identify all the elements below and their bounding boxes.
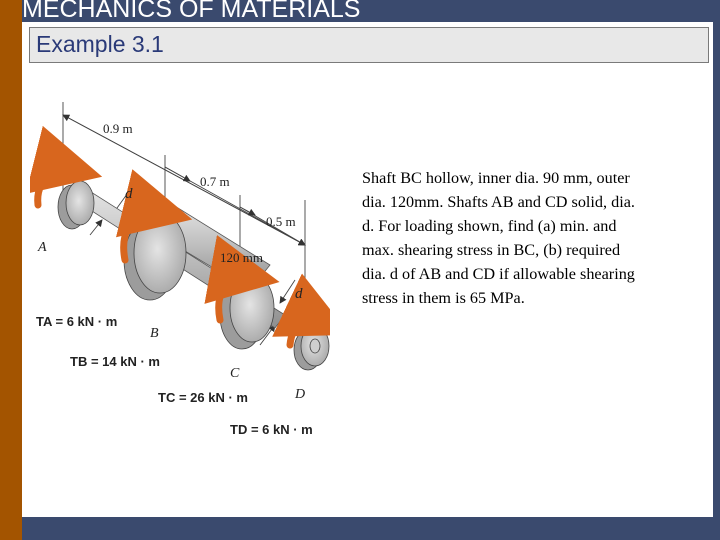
left-accent-bar [0, 0, 22, 540]
example-title-box [29, 27, 709, 63]
problem-line: dia. d of AB and CD if allowable shearing [362, 265, 635, 283]
problem-line: dia. 120mm. Shafts AB and CD solid, dia. [362, 193, 635, 211]
dim-label-0-7m: 0.7 m [200, 174, 230, 189]
label-B: B [150, 326, 159, 341]
dim-label-0-9m: 0.9 m [103, 121, 133, 136]
problem-line: stress in them is 65 MPa. [362, 289, 525, 307]
problem-line: max. shearing stress in BC, (b) required [362, 241, 621, 259]
header-title: MECHANICS OF MATERIALS [22, 0, 361, 23]
dim-label-120mm: 120 mm [220, 250, 263, 265]
disk-D [294, 326, 329, 370]
torque-label-D: TD = 6 kN · m [230, 422, 313, 437]
right-accent-bar [713, 0, 720, 540]
bottom-footer-bar [22, 517, 720, 540]
problem-statement [362, 166, 707, 310]
problem-line: d. For loading shown, find (a) min. and [362, 217, 617, 235]
torque-label-C: TC = 26 kN · m [158, 390, 248, 405]
torque-label-B: TB = 14 kN · m [70, 354, 160, 369]
dim-label-0-5m: 0.5 m [266, 214, 296, 229]
label-D: D [295, 387, 306, 402]
example-title: Example 3.1 [36, 31, 164, 57]
label-d-right: d [295, 286, 303, 302]
label-d-top: d [125, 186, 133, 202]
label-A: A [38, 240, 47, 255]
shaft-diagram [30, 95, 330, 445]
label-C: C [230, 366, 240, 381]
problem-line: Shaft BC hollow, inner dia. 90 mm, outer [362, 169, 630, 187]
torque-label-A: TA = 6 kN · m [36, 314, 118, 329]
